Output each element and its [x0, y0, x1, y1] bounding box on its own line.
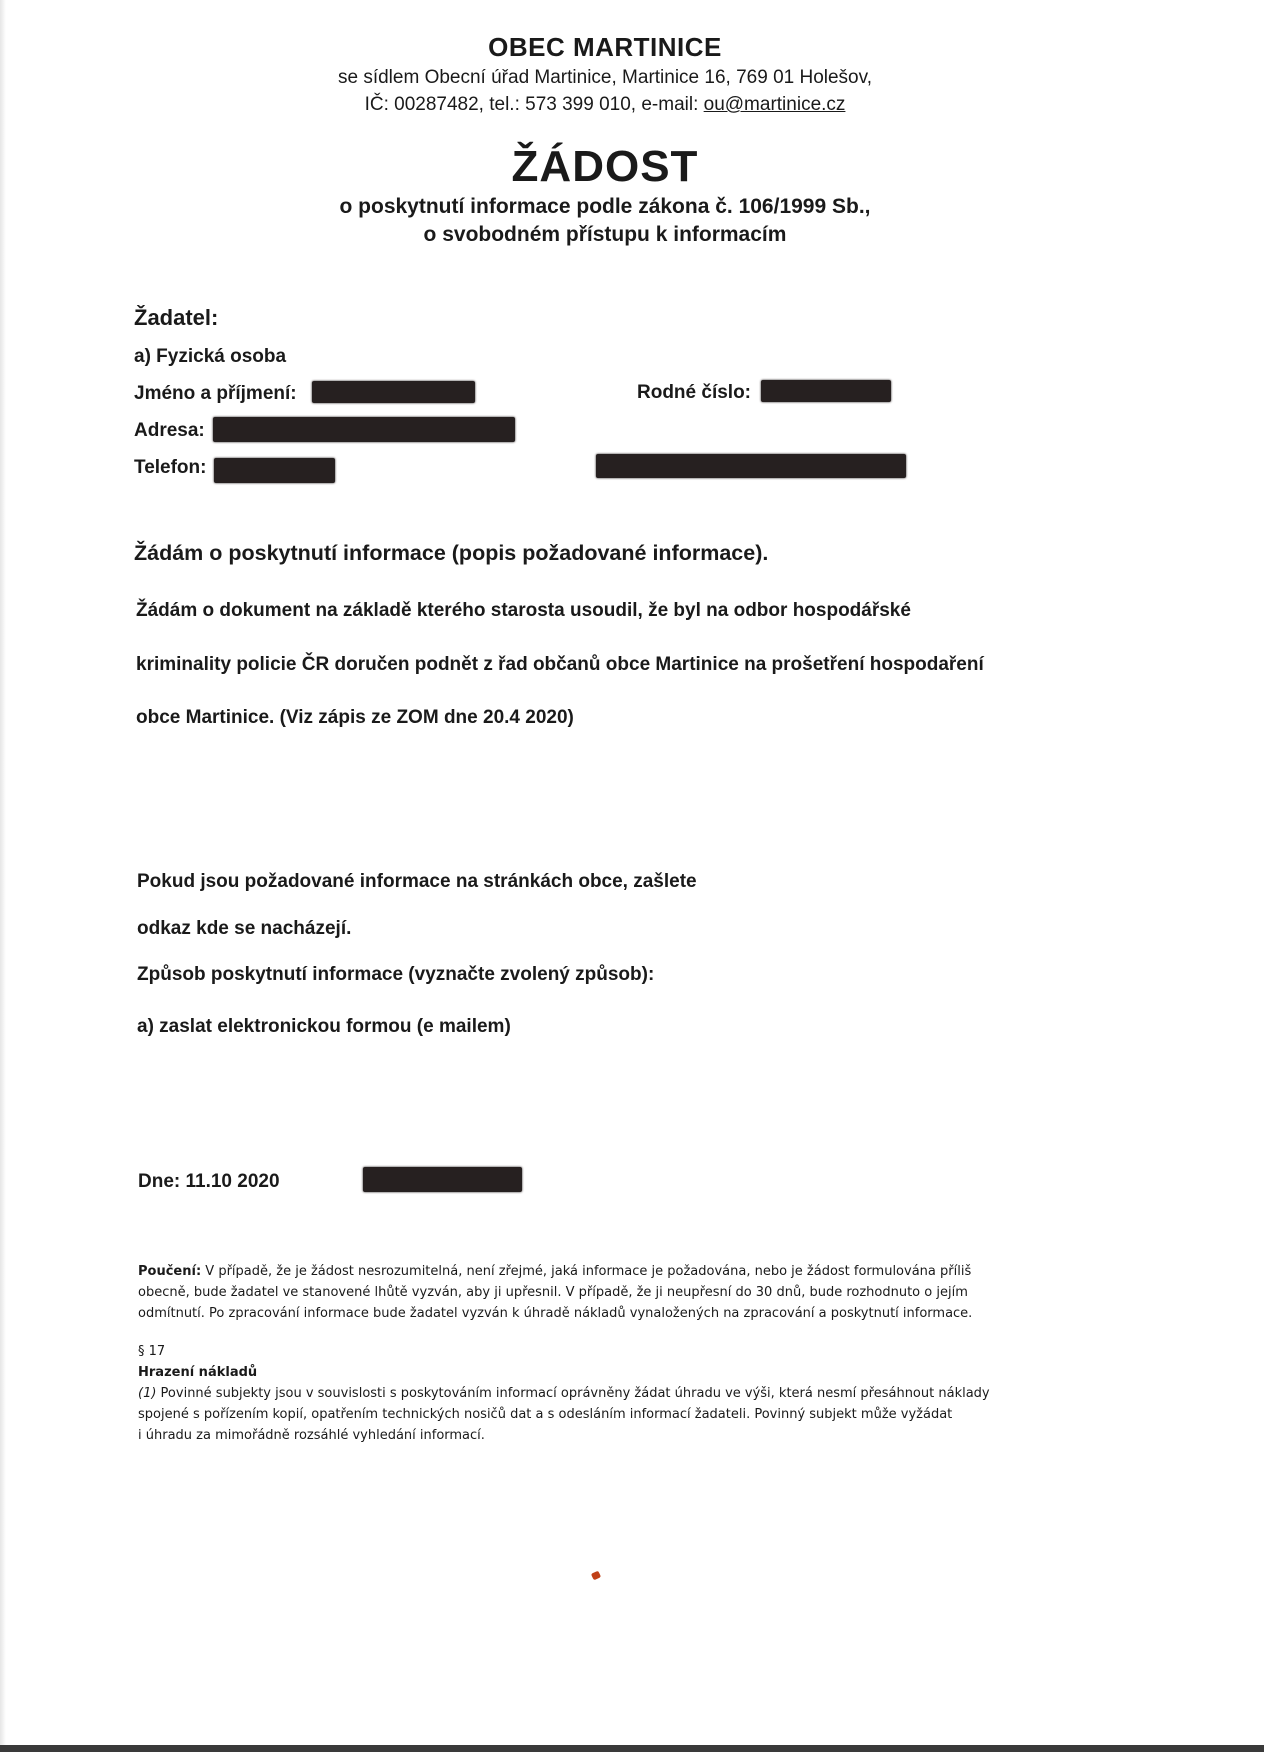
website-note-line1: Pokud jsou požadované informace na stránkách obce, zašlete [137, 871, 697, 892]
contact-details: IČ: 00287482, tel.: 573 399 010, e-mail: [364, 94, 704, 115]
redacted-address-field [213, 417, 515, 442]
law-text-line1-body: Povinné subjekty jsou v souvislosti s poskytováním informací oprávněny žádat úhradu ve výši, která nesmí přesáhnout náklady [156, 1386, 990, 1401]
date-line: Dne: 11.10 2020 [138, 1171, 280, 1192]
law-text-line2: spojené s pořízením kopií, opatřením technických nosičů dat a s odesláním informací žadateli. Povinný subjekt může vyžádat [138, 1407, 953, 1422]
redacted-birth-number-field [761, 380, 891, 402]
law-text-line3: i úhradu za mimořádně rozsáhlé vyhledání informací. [138, 1428, 485, 1443]
address-label: Adresa: [134, 420, 205, 441]
name-label: Jméno a příjmení: [134, 383, 297, 404]
seat-address-line: se sídlem Obecní úřad Martinice, Martinice 16, 769 01 Holešov, [337, 67, 872, 88]
scan-edge-bottom [0, 1745, 1264, 1752]
phone-label: Telefon: [134, 457, 207, 478]
law-section-heading: Hrazení nákladů [138, 1365, 258, 1380]
redacted-name-field [312, 381, 475, 403]
contact-line [0, 94, 1210, 116]
redacted-email-field [596, 454, 906, 478]
law-excerpt-block [138, 1341, 990, 1446]
law-section-number: § 17 [138, 1344, 166, 1359]
request-text-line3: obce Martinice. (Viz zápis ze ZOM dne 20.4 2020) [136, 707, 574, 728]
applicant-type-label: a) Fyzická osoba [134, 346, 287, 367]
delivery-method-option: a) zaslat elektronickou formou (e mailem) [137, 1016, 511, 1037]
request-text-line2: kriminality policie ČR doručen podnět z řad občanů obce Martinice na prošetření hospodaření [136, 654, 984, 675]
scan-edge-left [0, 0, 6, 1752]
notice-block [138, 1261, 972, 1324]
pen-tick-mark [591, 1571, 601, 1581]
birth-number-label: Rodné číslo: [637, 382, 752, 403]
notice-line3: odmítnutí. Po zpracování informace bude žadatel vyzván k úhradě nákladů vynaložených na zpracování a poskytnutí informace. [138, 1306, 973, 1321]
redacted-phone-field [214, 458, 335, 483]
document-title: ŽÁDOST [511, 142, 699, 191]
notice-line1 [138, 1261, 972, 1282]
law-paragraph-marker: (1) [138, 1386, 157, 1401]
redacted-signature [363, 1167, 522, 1192]
law-text-line1 [138, 1383, 990, 1404]
request-text-line1: Žádám o dokument na základě kterého starosta usoudil, že byl na odbor hospodářské [136, 600, 911, 621]
notice-line2: obecně, bude žadatel ve stanovené lhůtě vyzván, aby ji upřesnil. V případě, že ji neupřesní do 30 dnů, bude rozhodnuto o jejím [138, 1285, 968, 1300]
notice-label: Poučení: [138, 1264, 202, 1279]
request-heading: Žádám o poskytnutí informace (popis požadované informace). [134, 541, 769, 565]
applicant-heading: Žadatel: [134, 305, 219, 330]
document-subtitle-line1: o poskytnutí informace podle zákona č. 106/1999 Sb., [339, 195, 871, 218]
website-note-line2: odkaz kde se nacházejí. [137, 918, 352, 939]
notice-text-line1: V případě, že je žádost nesrozumitelná, není zřejmé, jaká informace je požadována, nebo je žádost formulována příliš [201, 1264, 972, 1279]
municipality-name: OBEC MARTINICE [488, 32, 722, 62]
email-link[interactable]: ou@martinice.cz [703, 94, 846, 115]
delivery-method-heading: Způsob poskytnutí informace (vyznačte zvolený způsob): [137, 964, 655, 985]
document-subtitle-line2: o svobodném přístupu k informacím [423, 223, 787, 246]
